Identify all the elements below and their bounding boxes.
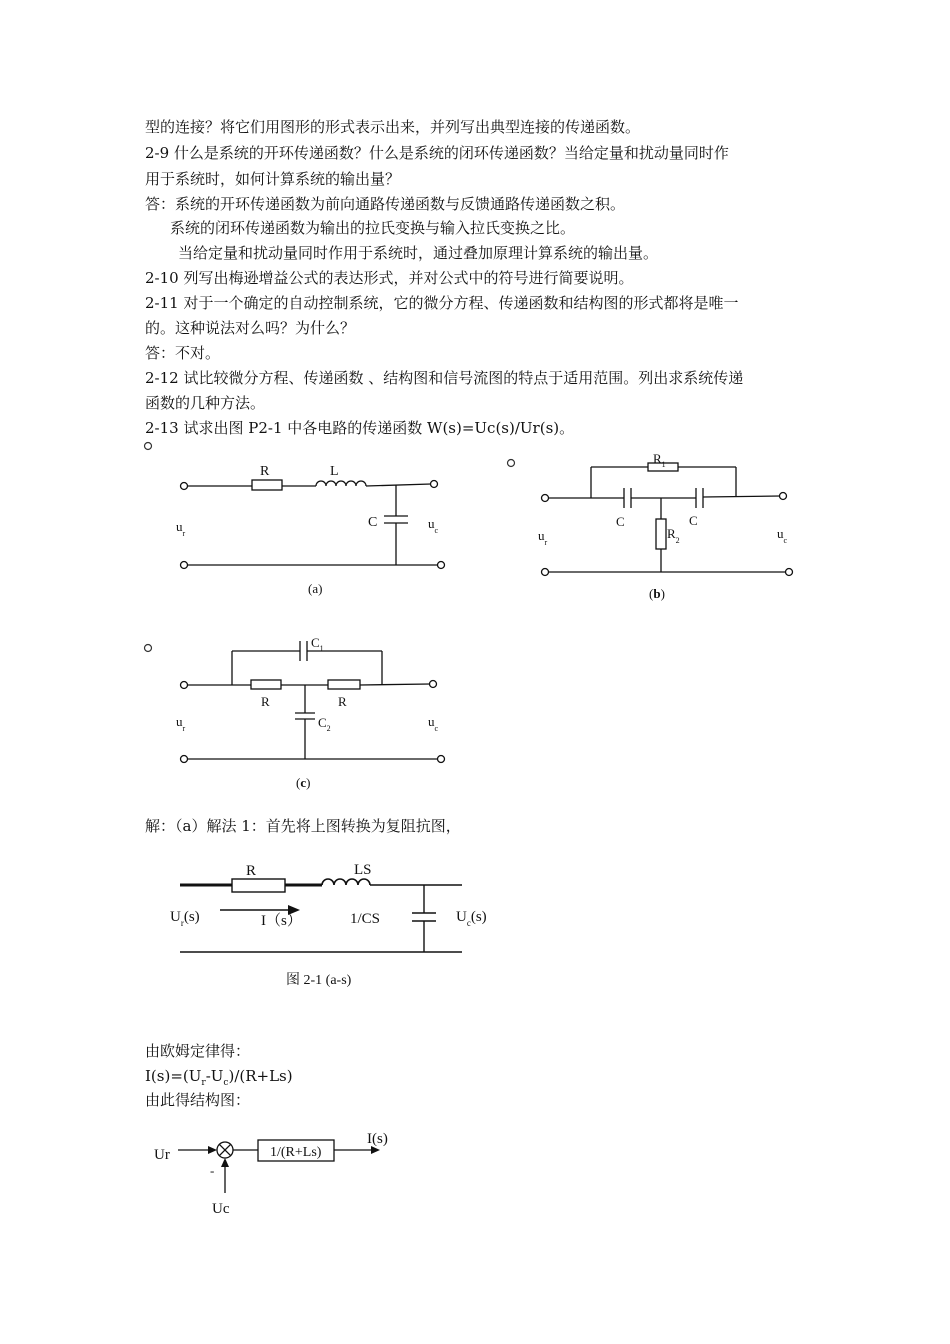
r-left-label: R bbox=[261, 694, 270, 709]
c1-label: $C_1$ bbox=[311, 635, 324, 653]
r-right-label: R bbox=[338, 694, 347, 709]
bullet-icon bbox=[145, 443, 152, 450]
bullet-icon bbox=[145, 645, 152, 652]
question-2-11-cont: 的。这种说法对么吗？为什么？ bbox=[145, 319, 356, 337]
c-right-label: C bbox=[689, 513, 698, 528]
question-2-9: 2-9 什么是系统的开环传递函数？什么是系统的闭环传递函数？当给定量和扰动量同时作 bbox=[145, 144, 729, 162]
ur-label: $U_r(s)$ bbox=[170, 909, 200, 928]
block-diagram-intro: 由此得结构图： bbox=[145, 1091, 251, 1109]
answer-2-9-line-3: 当给定量和扰动量同时作用于系统时，通过叠加原理计算系统的输出量。 bbox=[178, 244, 659, 262]
block-transfer: 1/(R+Ls) bbox=[270, 1145, 322, 1160]
circuit-a bbox=[140, 440, 460, 610]
circuit-c bbox=[140, 632, 460, 797]
block-diagram bbox=[150, 1125, 410, 1225]
capacitor-label: C bbox=[368, 515, 378, 530]
answer-2-9: 答：系统的开环传递函数为前向通路传递函数与反馈通路传递函数之积。 bbox=[145, 195, 626, 213]
question-2-13: 2-13 试求出图 P2-1 中各电路的传递函数 W(s)=Uc(s)/Ur(s)。 bbox=[145, 419, 575, 437]
c2-label: $C_2$ bbox=[318, 715, 331, 733]
impedance-diagram bbox=[160, 855, 487, 995]
question-2-11: 2-11 对于一个确定的自动控制系统，它的微分方程、传递函数和结构图的形式都将是唯一 bbox=[145, 294, 739, 312]
output-label: $u_c$ bbox=[428, 714, 439, 733]
ls-label: LS bbox=[354, 862, 372, 878]
caption-b: (b) bbox=[649, 586, 665, 601]
output-label: $u_c$ bbox=[777, 526, 788, 545]
text-line-1: 型的连接？将它们用图形的形式表示出来，并列写出典型连接的传递函数。 bbox=[145, 118, 641, 136]
r1-label: $R_1$ bbox=[653, 451, 666, 469]
feedback-label: Uc bbox=[212, 1201, 230, 1217]
bullet-icon bbox=[508, 460, 515, 467]
question-2-12-cont: 函数的几种方法。 bbox=[145, 394, 266, 412]
solution-intro: 解：（a）解法 1：首先将上图转换为复阻抗图， bbox=[145, 817, 461, 835]
circuit-b bbox=[500, 450, 810, 610]
caption-a: (a) bbox=[308, 581, 323, 596]
cs-label: 1/CS bbox=[350, 911, 381, 927]
uc-label: $U_c(s)$ bbox=[456, 909, 487, 928]
block-output-label: I(s) bbox=[367, 1131, 388, 1147]
caption-c: (c) bbox=[296, 775, 311, 790]
question-2-12: 2-12 试比较微分方程、传递函数 、结构图和信号流图的特点于适用范围。列出求系统传递 bbox=[145, 369, 744, 387]
question-2-10: 2-10 列写出梅逊增益公式的表达形式，并对公式中的符号进行简要说明。 bbox=[145, 269, 634, 287]
ohm-law-text: 由欧姆定律得： bbox=[145, 1042, 251, 1060]
answer-2-9-line-2: 系统的闭环传递函数为输出的拉氏变换与输入拉氏变换之比。 bbox=[170, 219, 576, 237]
r2-label: $R_2$ bbox=[667, 526, 680, 545]
minus-sign: - bbox=[210, 1163, 215, 1178]
figure-caption: 图 2-1 (a-s) bbox=[286, 973, 352, 988]
resistor-label: R bbox=[260, 464, 270, 479]
output-label: $u_c$ bbox=[428, 516, 439, 535]
equation: $I(s)=(U_r-U_c)/(R+Ls)$ bbox=[145, 1067, 293, 1088]
input-label: $u_r$ bbox=[538, 528, 548, 547]
current-label: I（s） bbox=[261, 913, 302, 929]
c-left-label: C bbox=[616, 514, 625, 529]
inductor-label: L bbox=[330, 464, 339, 479]
input-label: $u_r$ bbox=[176, 519, 186, 538]
block-input-label: Ur bbox=[154, 1147, 170, 1163]
answer-2-11: 答：不对。 bbox=[145, 344, 221, 362]
question-2-9-cont: 用于系统时，如何计算系统的输出量？ bbox=[145, 170, 401, 188]
r-label: R bbox=[246, 863, 257, 879]
input-label: $u_r$ bbox=[176, 714, 186, 733]
